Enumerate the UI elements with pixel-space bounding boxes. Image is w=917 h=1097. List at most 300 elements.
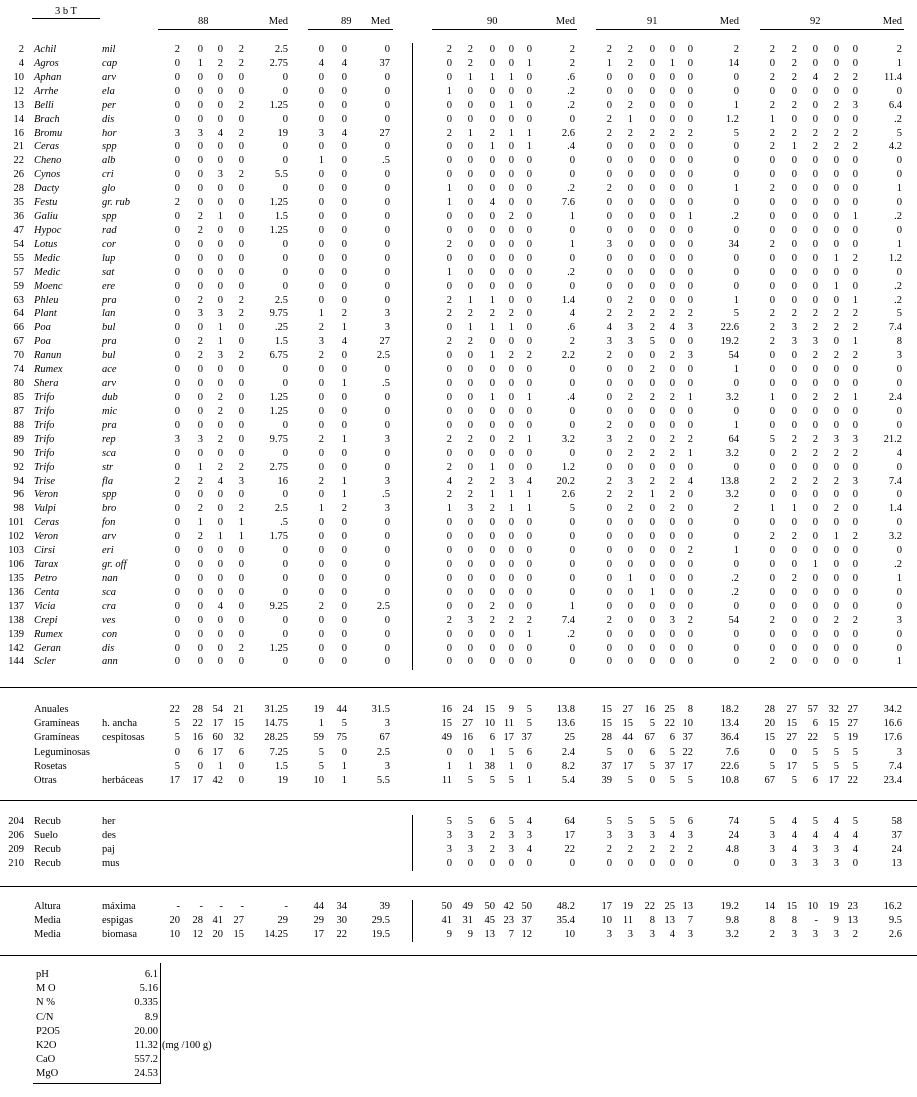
value-cell: 0: [852, 113, 858, 125]
value-cell: 0: [769, 572, 775, 584]
value-cell: 22: [336, 929, 347, 940]
value-cell: 1: [467, 322, 473, 334]
value-cell: 0: [769, 545, 775, 557]
value-cell: -: [219, 901, 223, 912]
value-cell: 1.25: [269, 224, 288, 236]
value-cell: 3: [812, 336, 818, 348]
value-cell: 0: [649, 503, 655, 515]
value-cell: 5: [508, 775, 514, 786]
value-cell: 1: [526, 489, 532, 501]
value-cell: 0: [446, 559, 452, 571]
value-cell: 0: [508, 419, 514, 431]
value-cell: 0: [769, 746, 775, 758]
value-cell: 0: [446, 113, 452, 125]
value-cell: 5: [489, 775, 495, 786]
value-cell: 2: [812, 350, 818, 362]
value-cell: 19.2: [720, 336, 739, 348]
value-cell: 0: [446, 57, 452, 69]
value-cell: 0: [238, 364, 244, 376]
value-cell: 0: [446, 586, 452, 598]
value-cell: 54: [212, 704, 223, 715]
value-cell: 1: [341, 475, 347, 487]
value-cell: 0: [217, 545, 223, 557]
value-cell: 0: [687, 503, 693, 515]
value-cell: 0: [833, 559, 839, 571]
value-cell: 3: [769, 844, 775, 855]
value-cell: 0: [791, 252, 797, 264]
value-cell: 0: [446, 628, 452, 640]
value-cell: 0: [896, 489, 902, 501]
value-cell: 2: [197, 336, 203, 348]
value-cell: 0: [812, 169, 818, 181]
value-cell: 1: [467, 294, 473, 306]
group-label: Otras: [34, 775, 57, 786]
value-cell: 2: [649, 475, 655, 487]
value-cell: 7: [687, 915, 693, 926]
value-cell: 0: [446, 746, 452, 758]
value-cell: 2: [197, 294, 203, 306]
value-cell: 0: [606, 461, 612, 473]
value-cell: 0: [384, 656, 390, 668]
value-cell: 0: [489, 559, 495, 571]
value-cell: 0: [318, 252, 324, 264]
value-cell: 0: [282, 85, 288, 97]
value-cell: 2: [627, 489, 633, 501]
value-cell: 0: [687, 559, 693, 571]
value-cell: 0: [384, 419, 390, 431]
value-cell: 6: [489, 732, 495, 744]
value-cell: 1.2: [725, 113, 739, 125]
value-cell: 6: [649, 746, 655, 758]
value-cell: 0: [217, 517, 223, 529]
value-cell: 15: [233, 929, 244, 940]
year-header: 89: [341, 16, 352, 27]
species-genus: Trifo: [34, 419, 55, 431]
value-cell: 0: [649, 155, 655, 167]
value-cell: 0: [526, 266, 532, 278]
value-cell: 0: [833, 211, 839, 223]
value-cell: 1: [769, 113, 775, 125]
value-cell: 0: [812, 113, 818, 125]
value-cell: 0: [669, 155, 675, 167]
value-cell: 0: [341, 169, 347, 181]
value-cell: 0: [733, 85, 739, 97]
value-cell: 0: [318, 113, 324, 125]
value-cell: 0: [812, 531, 818, 543]
value-cell: 1: [833, 280, 839, 292]
value-cell: 2: [606, 419, 612, 431]
value-cell: 0: [217, 252, 223, 264]
value-cell: 0: [649, 405, 655, 417]
value-cell: 2: [687, 308, 693, 320]
value-cell: 0: [489, 628, 495, 640]
value-cell: 0: [669, 545, 675, 557]
value-cell: 0: [769, 197, 775, 209]
value-cell: 1: [569, 211, 575, 223]
value-cell: 2: [769, 531, 775, 543]
value-cell: 4: [341, 57, 347, 69]
value-cell: 3: [896, 614, 902, 626]
value-cell: 0: [526, 378, 532, 390]
value-cell: 0: [833, 197, 839, 209]
value-cell: 1: [852, 294, 858, 306]
value-cell: 10: [169, 929, 180, 940]
value-cell: 15: [601, 718, 612, 730]
value-cell: 0: [318, 586, 324, 598]
value-cell: 0: [687, 600, 693, 612]
value-cell: 3: [687, 322, 693, 334]
value-cell: 27: [622, 704, 633, 715]
value-cell: 22: [682, 746, 693, 758]
value-cell: 0: [606, 642, 612, 654]
value-cell: 0: [282, 545, 288, 557]
value-cell: 2: [791, 531, 797, 543]
value-cell: 0: [467, 266, 473, 278]
value-cell: 2: [489, 127, 495, 139]
value-cell: 2: [833, 322, 839, 334]
value-cell: 0: [627, 531, 633, 543]
value-cell: 0: [238, 405, 244, 417]
value-cell: 3: [791, 336, 797, 348]
species-genus: Vicia: [34, 600, 56, 612]
value-cell: 0: [669, 336, 675, 348]
value-cell: 3: [217, 169, 223, 181]
value-cell: 0: [197, 760, 203, 772]
species-genus: Cirsi: [34, 545, 56, 557]
value-cell: 0: [769, 378, 775, 390]
value-cell: 11: [622, 915, 633, 926]
value-cell: 0: [733, 141, 739, 153]
value-cell: 2: [669, 308, 675, 320]
value-cell: 0: [174, 392, 180, 403]
value-cell: 0: [446, 642, 452, 654]
value-cell: 0: [467, 211, 473, 223]
value-cell: 2: [852, 531, 858, 543]
value-cell: 15: [441, 718, 452, 730]
value-cell: 0: [791, 545, 797, 557]
value-cell: 2.5: [376, 600, 390, 612]
value-cell: 0: [318, 266, 324, 278]
value-cell: 2: [769, 475, 775, 487]
value-cell: 2: [606, 183, 612, 195]
value-cell: .2: [894, 113, 902, 125]
value-cell: 0: [791, 517, 797, 529]
value-cell: 0: [606, 378, 612, 390]
value-cell: 19.2: [720, 901, 739, 912]
value-cell: 0: [467, 642, 473, 654]
value-cell: 4: [669, 830, 675, 841]
value-cell: 0: [508, 559, 514, 571]
value-cell: 0: [649, 44, 655, 55]
value-cell: 0: [649, 531, 655, 543]
group-label: Gramíneas: [34, 732, 80, 744]
value-cell: 2: [687, 844, 693, 855]
value-cell: 3: [852, 475, 858, 487]
value-cell: 0: [384, 559, 390, 571]
species-epithet: alb: [102, 155, 116, 167]
value-cell: 2: [669, 489, 675, 501]
value-cell: 0: [852, 378, 858, 390]
value-cell: 0: [467, 99, 473, 111]
value-cell: 0: [318, 545, 324, 557]
section-rule: [0, 955, 917, 956]
value-cell: 0: [791, 364, 797, 376]
value-cell: 0: [896, 586, 902, 598]
value-cell: 0: [446, 211, 452, 223]
value-cell: 2: [606, 614, 612, 626]
value-cell: 0: [197, 280, 203, 292]
value-cell: 0: [733, 628, 739, 640]
species-genus: Trifo: [34, 405, 55, 417]
value-cell: 17: [313, 929, 324, 940]
value-cell: 0: [687, 656, 693, 668]
year-underline: [158, 29, 288, 30]
value-cell: 0: [812, 628, 818, 640]
value-cell: 4: [687, 475, 693, 487]
value-cell: 0: [341, 280, 347, 292]
value-cell: 3: [606, 336, 612, 348]
value-cell: 1: [197, 57, 203, 69]
value-cell: 10: [807, 901, 818, 912]
species-code: 138: [8, 614, 24, 626]
value-cell: 0: [833, 600, 839, 612]
value-cell: 0: [446, 364, 452, 376]
value-cell: 17.6: [883, 732, 902, 744]
value-cell: 2: [812, 127, 818, 139]
year-header: 91: [647, 16, 658, 27]
value-cell: 41: [441, 915, 452, 926]
value-cell: 0: [217, 503, 223, 515]
value-cell: 0: [197, 489, 203, 501]
value-cell: 0: [526, 405, 532, 417]
value-cell: 0: [384, 628, 390, 640]
cover-sublabel: paj: [102, 844, 115, 855]
value-cell: 0: [508, 364, 514, 376]
value-cell: 0: [508, 405, 514, 417]
cover-label: Recub: [34, 844, 61, 855]
value-cell: 2: [318, 322, 324, 334]
value-cell: 0: [852, 85, 858, 97]
value-cell: 2: [467, 57, 473, 69]
value-cell: 1: [769, 392, 775, 403]
value-cell: 1: [769, 503, 775, 515]
value-cell: 4: [341, 336, 347, 348]
value-cell: 0: [318, 238, 324, 250]
value-cell: 2: [467, 475, 473, 487]
value-cell: 0: [526, 858, 532, 869]
value-cell: 0: [384, 586, 390, 598]
value-cell: 5: [467, 775, 473, 786]
value-cell: 0: [896, 364, 902, 376]
value-cell: 0: [791, 238, 797, 250]
value-cell: 3: [384, 433, 390, 445]
value-cell: 2: [669, 127, 675, 139]
value-cell: 5: [733, 308, 739, 320]
value-cell: 0: [217, 224, 223, 236]
species-genus: Ranun: [34, 350, 62, 362]
value-cell: 22: [192, 718, 203, 730]
value-cell: 28: [764, 704, 775, 715]
soil-value: 557.2: [134, 1054, 158, 1066]
value-cell: 0: [174, 378, 180, 390]
value-cell: 0: [526, 447, 532, 459]
value-cell: 0: [649, 141, 655, 153]
value-cell: 44: [622, 732, 633, 744]
value-cell: 2: [896, 44, 902, 55]
value-cell: 16.6: [883, 718, 902, 730]
value-cell: 2: [733, 503, 739, 515]
value-cell: 0: [569, 447, 575, 459]
value-cell: 0: [174, 113, 180, 125]
value-cell: 2: [852, 71, 858, 83]
value-cell: 3: [384, 503, 390, 515]
value-cell: 0: [341, 141, 347, 153]
value-cell: 0: [833, 183, 839, 195]
value-cell: 0: [852, 280, 858, 292]
species-genus: Agros: [34, 57, 59, 69]
value-cell: 2: [446, 308, 452, 320]
value-cell: 0: [733, 531, 739, 543]
value-cell: 0: [833, 461, 839, 473]
value-cell: 0: [687, 238, 693, 250]
value-cell: 9.75: [269, 308, 288, 320]
value-cell: 0: [769, 350, 775, 362]
value-cell: 0: [833, 85, 839, 97]
value-cell: 0: [791, 280, 797, 292]
value-cell: 8: [769, 915, 775, 926]
value-cell: 50: [521, 901, 532, 912]
value-cell: 0: [384, 71, 390, 83]
value-cell: 22.6: [720, 322, 739, 334]
value-cell: 0: [526, 322, 532, 334]
value-cell: 14.25: [264, 929, 288, 940]
value-cell: 0: [384, 44, 390, 55]
value-cell: 0: [733, 642, 739, 654]
value-cell: 0: [341, 405, 347, 417]
value-cell: 2: [508, 211, 514, 223]
value-cell: 0: [769, 600, 775, 612]
value-cell: 0: [669, 211, 675, 223]
value-cell: 2: [669, 350, 675, 362]
value-cell: 0: [197, 628, 203, 640]
value-cell: 0: [508, 572, 514, 584]
value-cell: .6: [567, 71, 575, 83]
value-cell: 0: [569, 642, 575, 654]
value-cell: 3: [812, 929, 818, 940]
value-cell: 0: [384, 211, 390, 223]
value-cell: 0: [238, 586, 244, 598]
value-cell: 7.6: [725, 746, 739, 758]
value-cell: 41: [212, 915, 223, 926]
value-cell: 2: [852, 350, 858, 362]
value-cell: 0: [812, 405, 818, 417]
value-cell: 0: [341, 531, 347, 543]
value-cell: 9.5: [888, 915, 902, 926]
value-cell: 0: [341, 364, 347, 376]
species-epithet: bul: [102, 322, 116, 334]
value-cell: 0: [174, 572, 180, 584]
cover-label: Suelo: [34, 830, 58, 841]
value-cell: 0: [341, 545, 347, 557]
species-epithet: ann: [102, 656, 118, 668]
value-cell: 58: [891, 816, 902, 827]
value-cell: 0: [852, 586, 858, 598]
value-cell: 0: [318, 572, 324, 584]
species-code: 135: [8, 572, 24, 584]
value-cell: 1: [217, 211, 223, 223]
value-cell: 0: [238, 141, 244, 153]
value-cell: 5: [508, 746, 514, 758]
value-cell: 0: [446, 858, 452, 869]
cover-code: 210: [8, 858, 24, 869]
species-code: 102: [8, 531, 24, 543]
value-cell: 16: [277, 475, 288, 487]
value-cell: 8: [687, 704, 693, 715]
value-cell: 0: [197, 419, 203, 431]
value-cell: 8: [791, 915, 797, 926]
value-cell: 0: [852, 628, 858, 640]
value-cell: 15: [828, 718, 839, 730]
species-genus: Trifo: [34, 392, 55, 403]
value-cell: 0: [526, 308, 532, 320]
value-cell: 0: [852, 364, 858, 376]
value-cell: 4: [852, 844, 858, 855]
value-cell: 0: [669, 113, 675, 125]
value-cell: 1: [569, 238, 575, 250]
value-cell: 0: [669, 224, 675, 236]
value-cell: 0: [669, 572, 675, 584]
group-sublabel: cespitosas: [102, 732, 145, 744]
value-cell: 4: [569, 308, 575, 320]
value-cell: 0: [896, 266, 902, 278]
value-cell: 0: [627, 280, 633, 292]
value-cell: 0: [174, 252, 180, 264]
value-cell: 0: [282, 628, 288, 640]
value-cell: 37: [521, 732, 532, 744]
value-cell: 2.5: [274, 294, 288, 306]
value-cell: 2: [627, 99, 633, 111]
value-cell: 37: [682, 732, 693, 744]
value-cell: 1: [526, 503, 532, 515]
value-cell: 0: [384, 197, 390, 209]
species-code: 74: [13, 364, 24, 376]
value-cell: 0: [769, 419, 775, 431]
value-cell: 0: [733, 266, 739, 278]
value-cell: 21.2: [883, 433, 902, 445]
value-cell: 23: [503, 915, 514, 926]
value-cell: 1.2: [888, 252, 902, 264]
value-cell: 1: [341, 775, 347, 786]
value-cell: 1: [526, 628, 532, 640]
value-cell: 0: [197, 322, 203, 334]
value-cell: 0: [508, 447, 514, 459]
value-cell: 1: [852, 211, 858, 223]
species-genus: Bromu: [34, 127, 63, 139]
species-genus: Vulpi: [34, 503, 56, 515]
value-cell: 27: [462, 718, 473, 730]
value-cell: 0: [282, 447, 288, 459]
value-cell: 42: [503, 901, 514, 912]
value-cell: 4: [217, 475, 223, 487]
value-cell: 0: [446, 656, 452, 668]
value-cell: 21: [233, 704, 244, 715]
value-cell: 3: [833, 433, 839, 445]
value-cell: .2: [567, 266, 575, 278]
value-cell: 0: [341, 392, 347, 403]
value-cell: 2: [217, 405, 223, 417]
species-code: 64: [13, 308, 24, 320]
value-cell: 0: [733, 252, 739, 264]
